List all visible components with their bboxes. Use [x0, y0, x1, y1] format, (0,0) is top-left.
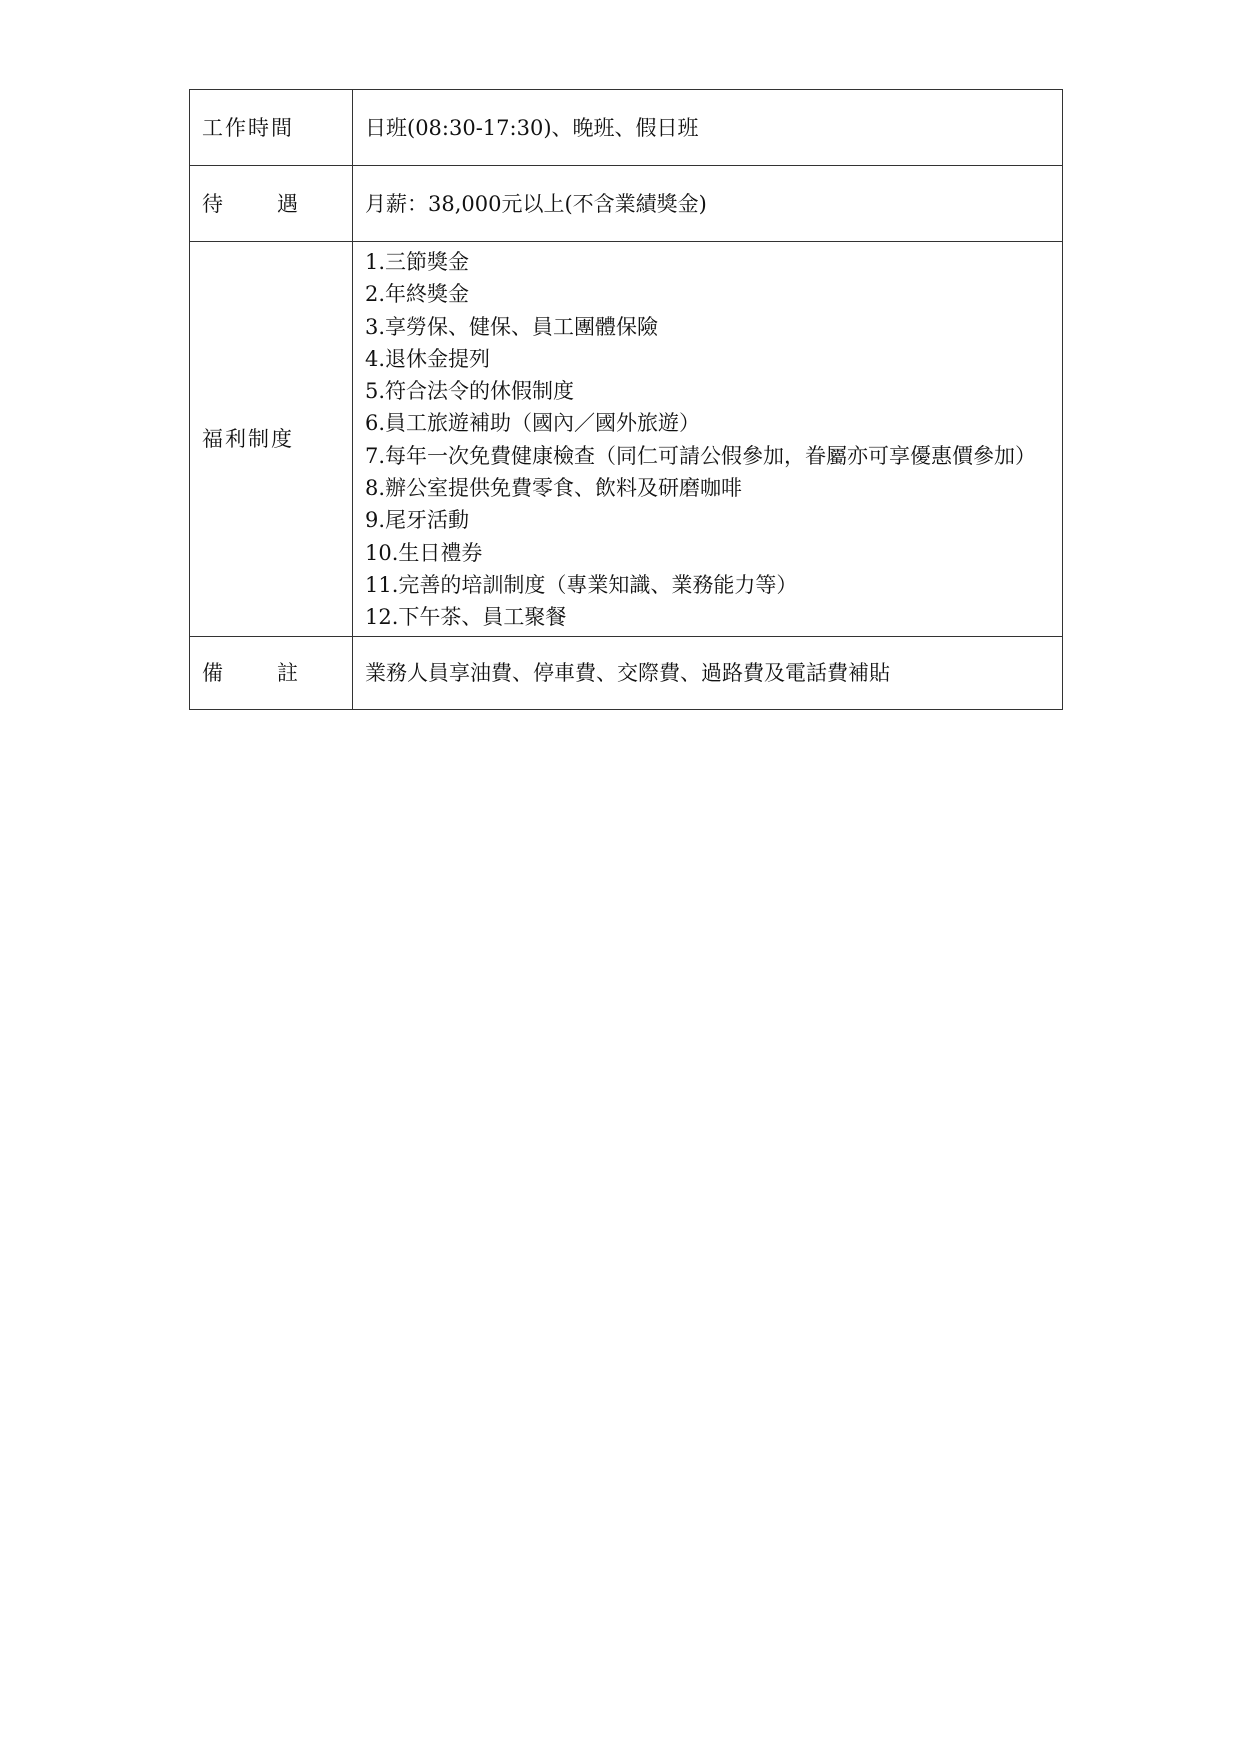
list-item: 2.年終獎金	[365, 282, 470, 307]
list-item: 3.享勞保、健保、員工團體保險	[365, 314, 659, 339]
working-hours-label: 工作時間	[190, 90, 353, 166]
job-info-table	[189, 89, 1063, 710]
list-item: 1.三節獎金	[365, 250, 470, 274]
compensation-row	[190, 166, 1063, 242]
list-item: 4.退休金提列	[365, 346, 491, 371]
compensation-value: 月薪：38,000元以上(不含業績獎金)	[353, 166, 1063, 242]
list-item: 6.員工旅遊補助（國內／國外旅遊）	[365, 411, 701, 436]
list-item: 11.完善的培訓制度（專業知識、業務能力等）	[365, 572, 798, 597]
benefits-row	[190, 242, 1063, 637]
notes-label-char-1: 備	[202, 660, 223, 685]
benefits-list	[365, 246, 1050, 634]
notes-value: 業務人員享油費、停車費、交際費、過路費及電話費補貼	[353, 636, 1063, 709]
list-item: 12.下午茶、員工聚餐	[365, 605, 567, 630]
list-item: 5.符合法令的休假制度	[365, 379, 575, 404]
list-item: 9.尾牙活動	[365, 508, 470, 533]
list-item: 7.每年一次免費健康檢查（同仁可請公假參加，眷屬亦可享優惠價參加）	[365, 443, 1037, 468]
benefits-label: 福利制度	[190, 242, 353, 637]
benefits-value	[353, 242, 1063, 637]
working-hours-value: 日班(08:30-17:30)、晚班、假日班	[353, 90, 1063, 166]
notes-label-char-2: 註	[277, 660, 298, 685]
compensation-label	[190, 166, 353, 242]
working-hours-row	[190, 90, 1063, 166]
notes-row	[190, 636, 1063, 709]
list-item: 10.生日禮券	[365, 540, 483, 565]
list-item: 8.辦公室提供免費零食、飲料及研磨咖啡	[365, 476, 743, 501]
notes-label	[190, 636, 353, 709]
compensation-label-char-2: 遇	[277, 191, 298, 216]
compensation-label-char-1: 待	[202, 191, 223, 216]
